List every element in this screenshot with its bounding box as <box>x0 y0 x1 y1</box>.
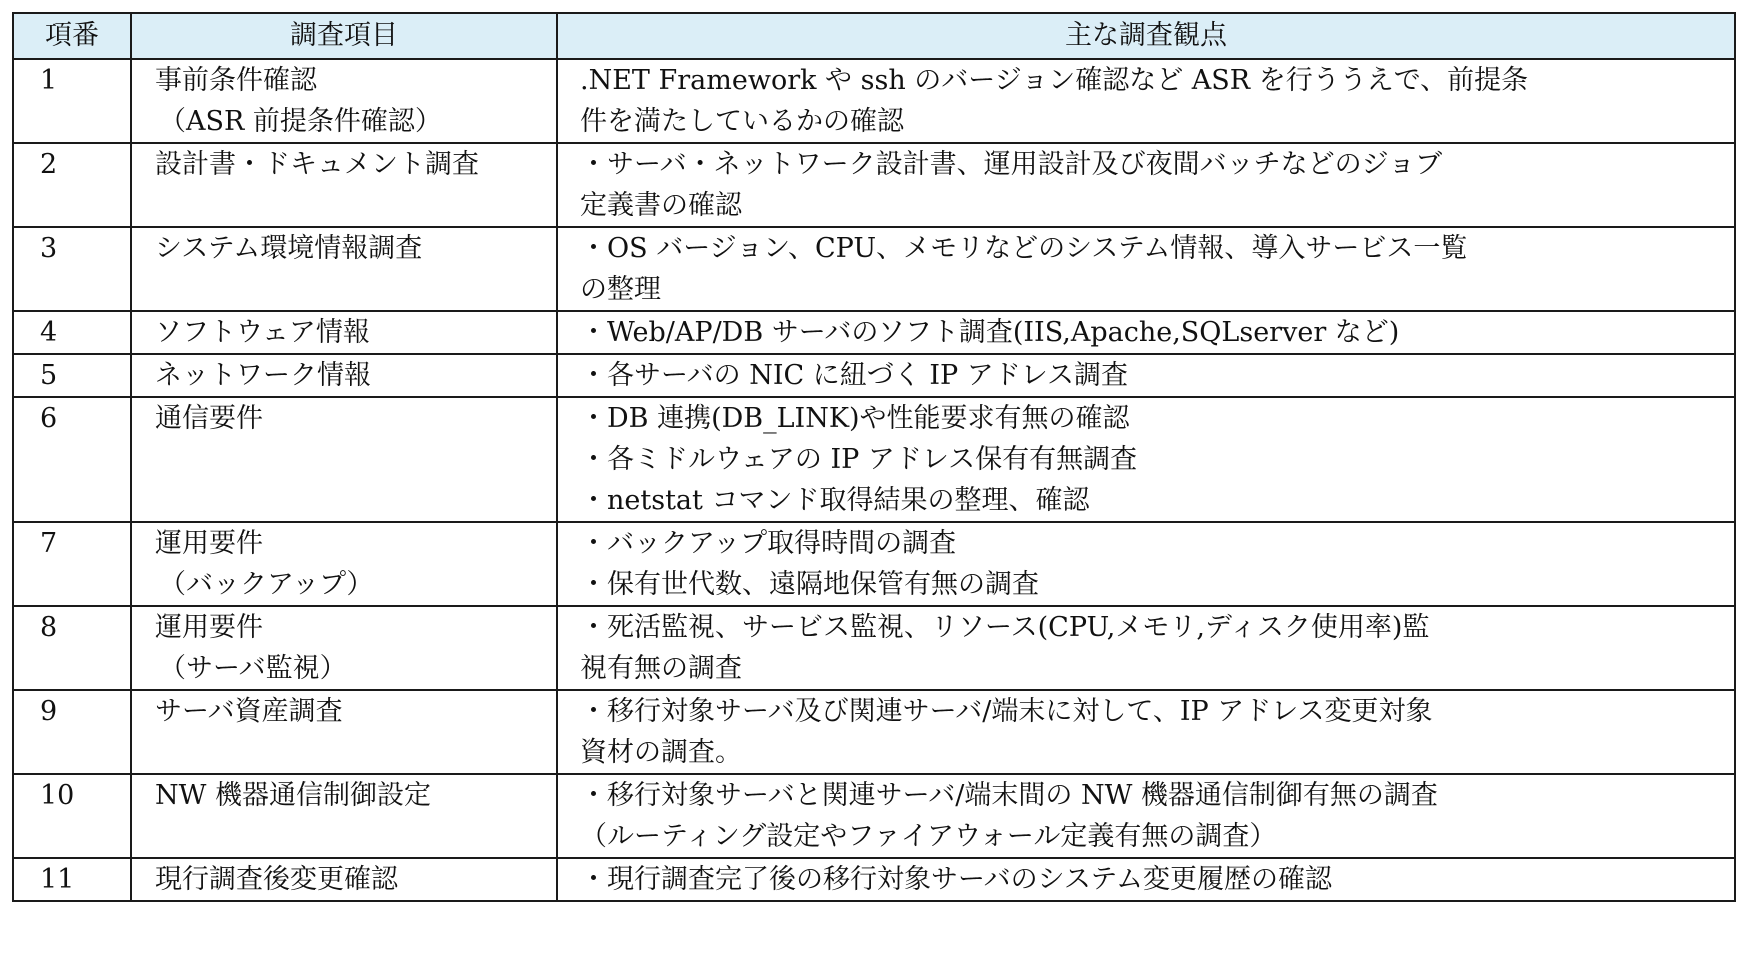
survey-item-label: 事前条件確認 <box>155 65 317 96</box>
survey-point-line: の整理 <box>580 274 661 305</box>
item-number-cell: 10 <box>13 774 131 858</box>
survey-point-line: ・移行対象サーバ及び関連サーバ/端末に対して、IP アドレス変更対象 <box>580 696 1433 727</box>
survey-items-table <box>12 12 1736 902</box>
survey-item-label: 通信要件 <box>155 403 263 434</box>
survey-point-line: （ルーティング設定やファイアウォール定義有無の調査） <box>580 821 1277 852</box>
survey-point-line: ・死活監視、サービス監視、リソース(CPU,メモリ,ディスク使用率)監 <box>580 612 1430 643</box>
header-item-number: 項番 <box>13 13 131 59</box>
survey-point-cell <box>557 690 1735 774</box>
table-row <box>13 397 1735 522</box>
header-survey-item: 調査項目 <box>131 13 557 59</box>
item-number-cell: 7 <box>13 522 131 606</box>
survey-point-cell <box>557 397 1735 522</box>
table-body <box>13 59 1735 901</box>
survey-item-sublabel: （サーバ監視） <box>159 653 347 684</box>
survey-item-cell <box>131 311 557 354</box>
survey-item-label: 現行調査後変更確認 <box>155 864 398 895</box>
survey-point-line: 視有無の調査 <box>580 653 742 684</box>
survey-item-cell <box>131 774 557 858</box>
survey-item-label: 運用要件 <box>155 528 263 559</box>
survey-point-line: ・現行調査完了後の移行対象サーバのシステム変更履歴の確認 <box>580 864 1332 895</box>
table-row <box>13 227 1735 311</box>
survey-item-cell <box>131 227 557 311</box>
table-row <box>13 354 1735 397</box>
survey-table-container <box>12 12 1734 902</box>
survey-item-cell <box>131 354 557 397</box>
survey-item-cell <box>131 690 557 774</box>
item-number-cell: 6 <box>13 397 131 522</box>
item-number-cell: 2 <box>13 143 131 227</box>
survey-item-cell <box>131 522 557 606</box>
survey-point-cell <box>557 311 1735 354</box>
item-number-cell: 5 <box>13 354 131 397</box>
survey-point-line: ・DB 連携(DB_LINK)や性能要求有無の確認 <box>580 403 1130 434</box>
survey-item-label: NW 機器通信制御設定 <box>155 780 431 811</box>
header-survey-point: 主な調査観点 <box>557 13 1735 59</box>
survey-point-line: ・サーバ・ネットワーク設計書、運用設計及び夜間バッチなどのジョブ <box>580 149 1443 180</box>
survey-point-line: ・各サーバの NIC に紐づく IP アドレス調査 <box>580 360 1128 391</box>
survey-point-line: .NET Framework や ssh のバージョン確認など ASR を行ううえで、前提条 <box>580 65 1529 96</box>
survey-point-line: ・OS バージョン、CPU、メモリなどのシステム情報、導入サービス一覧 <box>580 233 1468 264</box>
survey-item-label: 設計書・ドキュメント調査 <box>155 149 479 180</box>
table-row <box>13 858 1735 901</box>
item-number-cell: 11 <box>13 858 131 901</box>
survey-point-line: 定義書の確認 <box>580 190 742 221</box>
survey-point-cell <box>557 143 1735 227</box>
survey-item-cell <box>131 143 557 227</box>
table-row <box>13 774 1735 858</box>
survey-item-sublabel: （ASR 前提条件確認） <box>159 106 442 137</box>
table-row <box>13 606 1735 690</box>
survey-point-cell <box>557 227 1735 311</box>
table-row <box>13 522 1735 606</box>
table-header <box>13 13 1735 59</box>
survey-point-cell <box>557 522 1735 606</box>
survey-point-line: ・各ミドルウェアの IP アドレス保有有無調査 <box>580 444 1138 475</box>
item-number-cell: 8 <box>13 606 131 690</box>
survey-point-line: ・保有世代数、遠隔地保管有無の調査 <box>580 569 1039 600</box>
table-row <box>13 143 1735 227</box>
table-row <box>13 311 1735 354</box>
survey-point-cell <box>557 354 1735 397</box>
survey-item-cell <box>131 59 557 143</box>
survey-point-cell <box>557 59 1735 143</box>
item-number-cell: 1 <box>13 59 131 143</box>
item-number-cell: 9 <box>13 690 131 774</box>
survey-item-label: ソフトウェア情報 <box>155 317 370 348</box>
table-row <box>13 690 1735 774</box>
survey-point-line: ・バックアップ取得時間の調査 <box>580 528 957 559</box>
item-number-cell: 4 <box>13 311 131 354</box>
survey-point-cell <box>557 858 1735 901</box>
survey-point-cell <box>557 774 1735 858</box>
survey-point-line: 資材の調査。 <box>580 737 742 768</box>
survey-point-line: ・移行対象サーバと関連サーバ/端末間の NW 機器通信制御有無の調査 <box>580 780 1438 811</box>
survey-item-label: サーバ資産調査 <box>155 696 343 727</box>
survey-point-line: 件を満たしているかの確認 <box>580 106 904 137</box>
survey-point-cell <box>557 606 1735 690</box>
survey-point-line: ・netstat コマンド取得結果の整理、確認 <box>580 485 1090 516</box>
survey-point-line: ・Web/AP/DB サーバのソフト調査(IIS,Apache,SQLserver など) <box>580 317 1400 348</box>
survey-item-cell <box>131 858 557 901</box>
item-number-cell: 3 <box>13 227 131 311</box>
survey-item-sublabel: （バックアップ） <box>159 569 374 600</box>
header-row <box>13 13 1735 59</box>
table-row <box>13 59 1735 143</box>
survey-item-cell <box>131 397 557 522</box>
survey-item-label: システム環境情報調査 <box>155 233 423 264</box>
survey-item-label: ネットワーク情報 <box>155 360 371 391</box>
survey-item-cell <box>131 606 557 690</box>
survey-item-label: 運用要件 <box>155 612 263 643</box>
